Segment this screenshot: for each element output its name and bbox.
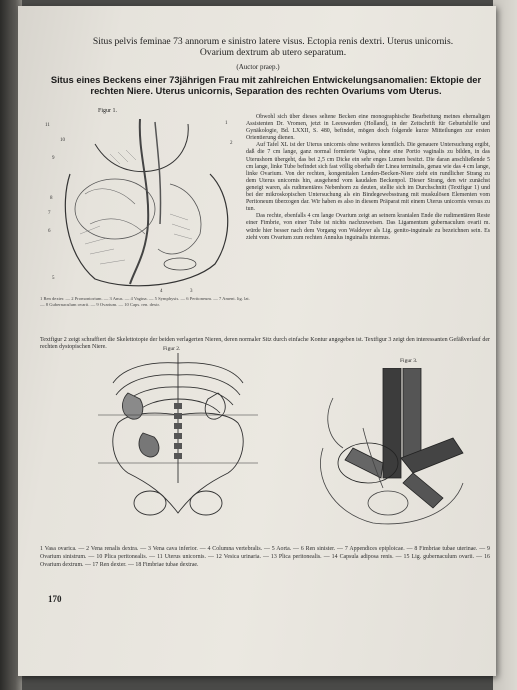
fig1-number-4: 4 <box>160 289 163 294</box>
figure-1-pelvis-illustration <box>40 114 240 294</box>
figure-legend: 1 Vasa ovarica. — 2 Vena renalis dextra. — 3 Vena cava inferior. — 4 Columna vertebralis. — 5 Aorta. — 6 Ren sinister. — 7 Appendices epiploicae. — 8 Fimbriae tubae uterinae. — 9 Ovarium sinistrum. — 10 Plica peritonealis. — 11 Uterus unicornis. — 12 Vesica urinaria. — 13 Plica peritonealis. — 14 Capsula adiposa renis. — 15 Lig. gubernaculum ovarii. — 16 Ovarium dextrum. — 17 Ren dexter. — 18 Fimbriae tubae dextrae. <box>40 546 490 568</box>
latin-title <box>58 36 488 58</box>
page-number: 170 <box>48 594 62 604</box>
figure-2-skeleton-illustration <box>98 353 258 533</box>
fig1-number-7: 7 <box>48 211 51 216</box>
fig1-number-6: 6 <box>48 229 51 234</box>
fig1-number-5: 5 <box>52 276 55 281</box>
body-text-column <box>246 114 490 242</box>
figure-1-caption: 1 Ren dexter. — 2 Promontorium. — 3 Anus. — 4 Vagina. — 5 Symphysis. — 6 Peritoneum. — 7 Ament. lig. lat. — 8 Gubernaculum ovarii. — 9 Ovarium. — 10 Caps. ren. dextr. <box>40 296 250 307</box>
author-note: (Auctor praep.) <box>236 63 280 71</box>
fig1-number-11: 11 <box>45 123 50 128</box>
paragraph-2: Auf Tafel XL ist der Uterus unicornis ohne weiteres kenntlich. Die genauere Untersuchung ergibt, daß die 7 cm lange, ganz normal formierte Vagina, ohne eine Portio vaginalis zu bilden, in das Uterushorn übergeht, das bei 2,5 cm Dicke ein sehr enges Lumen besitzt. Die daran anschließende 5 cm lange, linke Tube befindet sich fast völlig oberhalb der Linea terminalis, genau wie das 4 cm lange, linke Ovarium. Von der rechten, kongenitalen Lenden-Becken-Niere zieht ein rundlicher Strang zu dem Uterus unicornis hin, ausgehend vom kaudalen Beckenpol. Dieser Strang, den wir zunächst geneigt waren, als rudimentäres Nebenhorn zu deuten, stellte sich im Durchschnitt (Textfigur 1) und bei der mikroskopischen Untersuchung als ein Bindegewebsstrang mit muskulösen Elementen vom Peritoneum überzogen dar. Wir haben es also in diesem Präparat mit einem Uterus unicornis versus zu tun. <box>246 142 490 213</box>
fig1-number-9: 9 <box>52 156 55 161</box>
paragraph-1: Obwohl sich über dieses seltene Becken eine monographische Bearbeitung meines ehemaligen Assistenten Dr. Vromen, jetzt in Leeuwarden (Holland), in der Zeitschrift für Geburtshilfe und Gynäkologie, Bd. LXXII, S. 480, befindet, mögen doch folgende kurze Mitteilungen zur ersten Orientierung dienen. <box>246 114 490 142</box>
figure-2-label: Figur 2. <box>163 346 181 352</box>
fig1-number-8: 8 <box>50 196 53 201</box>
fig1-number-10: 10 <box>60 138 65 143</box>
paragraph-3: Das rechte, ebenfalls 4 cm lange Ovarium zeigt an seinem kranialen Ende die rudimentären Reste einer Fimbrie, von einer Tube ist nichts nachzuweisen. Das Ligamentum gubernaculum ovarii m. würde hier besser nach dem Vorgang von Waldeyer als Lig. genito-inguinale zu bezeichnen sein. Es zieht vom Ovarium zum rechten Annulus inguinalis internus. <box>246 213 490 241</box>
fig1-number-3: 3 <box>190 289 193 294</box>
book-page <box>18 6 496 676</box>
fig1-number-2: 2 <box>230 141 233 146</box>
full-width-paragraph: Textfigur 2 zeigt schraffiert die Skelettotopie der beiden verlagerten Nieren, deren normaler Sitz durch einfache Kontur angegeben ist. Textfigur 3 zeigt den interessanten Gefäßverlauf der rechten dystopischen Niere. <box>40 337 490 351</box>
german-title: Situs eines Beckens einer 73jährigen Frau mit zahlreichen Entwickelungsanomalien: Ektopie der rechten Niere. Uterus unicornis, Separation des rechten Ovariums vom Uterus. <box>50 74 482 96</box>
figure-3-vessels-illustration <box>303 368 483 528</box>
latin-title-line-1: Situs pelvis feminae 73 annorum e sinistro latere visus. Ectopia renis dextri. Uterus unicornis. <box>92 36 454 47</box>
facing-page-edge <box>493 0 517 690</box>
latin-title-line-2: Ovarium dextrum ab utero separatum. <box>199 47 347 58</box>
figure-1-label: Figur 1. <box>98 108 118 114</box>
figure-3-label: Figur 3. <box>400 358 418 364</box>
fig1-number-1: 1 <box>225 121 228 126</box>
